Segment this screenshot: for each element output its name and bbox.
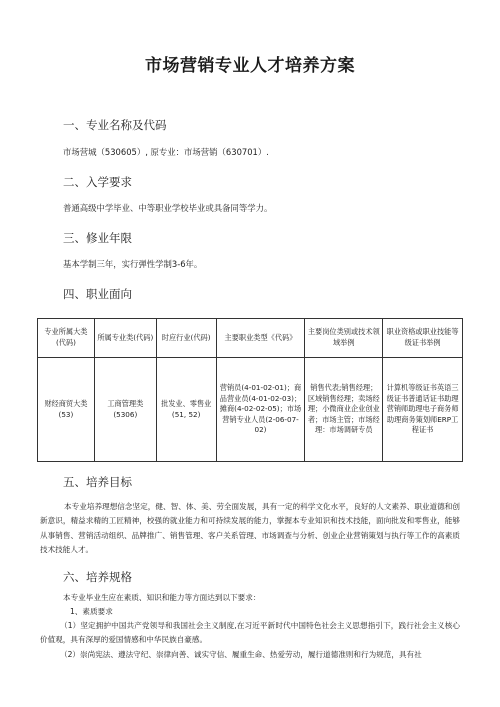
table-header-row (38, 319, 463, 358)
table-header-cell: 职业资格或职业技能等级证书举例 (383, 319, 463, 358)
section-heading-career: 四、职业面向 (63, 287, 132, 301)
section-heading-objective: 五、培养目标 (63, 475, 132, 489)
major-code-text: 市场营城（530605）, 原专业：市场营销（630701）. (63, 147, 269, 157)
career-table (37, 318, 463, 462)
table-cell: 营销员(4-01-02-01)；商品营业员(4-01-02-03)；摊商(4-02-02-05)；市场营销专业人员(2-06-07-02) (216, 358, 305, 462)
table-row (38, 358, 463, 462)
page-title: 市场营销专业人才培养方案 (145, 56, 355, 76)
table-cell: 计算机等级证书英语三级证书普通话证书助理营销师助理电子商务师助理商务策划师ERP工程证书 (383, 358, 463, 462)
table-header-cell: 时应行业(代码) (156, 319, 216, 358)
table-header-cell: 所属专业类(代码) (94, 319, 156, 358)
section-heading-duration: 三、修业年限 (63, 231, 132, 245)
quality-item-2: （2）崇尚宪法、遵法守纪、崇律向善、诚实守信、履重生命、热爱劳动，履行道德准则和行为规范，具有社 (60, 650, 422, 659)
table-cell: 财经商贸大类(53) (38, 358, 95, 462)
quality-subheading: 1、素质要求 (70, 607, 113, 616)
table-header-cell: 主要岗位类别或技术领域举例 (305, 319, 383, 358)
table-header-cell: 专业所属大类(代码) (38, 319, 95, 358)
duration-text: 基本学制三年，实行弹性学制3-6年。 (63, 259, 203, 269)
table-cell: 批发业、零售业(51, 52) (156, 358, 216, 462)
table-cell: 工商管理类(5306) (94, 358, 156, 462)
section-heading-specification: 六、培养规格 (63, 570, 132, 584)
table-header-cell: 主要职业类型《代码》 (216, 319, 305, 358)
objective-paragraph: 本专业培养理想信念坚定，健、智、体、美、劳全面发展，具有一定的科学文化水平，良好的人文素养、职业道德和创新意识，精益求精的工匠精神，校强的就业能力和可持续发展的能力，掌握本专业知识和技术技能，面向批发和零售业，能够从事销售、营销活动组织、品牌推广、销售管理、客户关系管理、市场调查与分析、创业企业营销策划与执行等工作的高素质技术技能人才。 (40, 502, 460, 554)
section-heading-major: 一、专业名称及代码 (63, 118, 167, 132)
quality-item-1: （1）坚定拥护中国共产党领导和我国社会主义制度,在习近平新时代中国特色社会主义思想指引下，践行社会主义核心价值观，具有深厚的爱国情感和中华民族自豪感。 (40, 621, 460, 645)
specification-intro: 本专业毕业生应在素质、知识和能力等方面达到以下要求： (63, 593, 261, 602)
table-cell: 销售代表;销售经理；区域销售经理；卖场经理；小微商业企业创业者；市场主管；市场经理：市场调研专员 (305, 358, 383, 462)
admission-text: 普通高级中学毕业、中等职业学校毕业或具备同等学力。 (63, 203, 273, 213)
section-heading-admission: 二、入学要求 (63, 175, 132, 189)
